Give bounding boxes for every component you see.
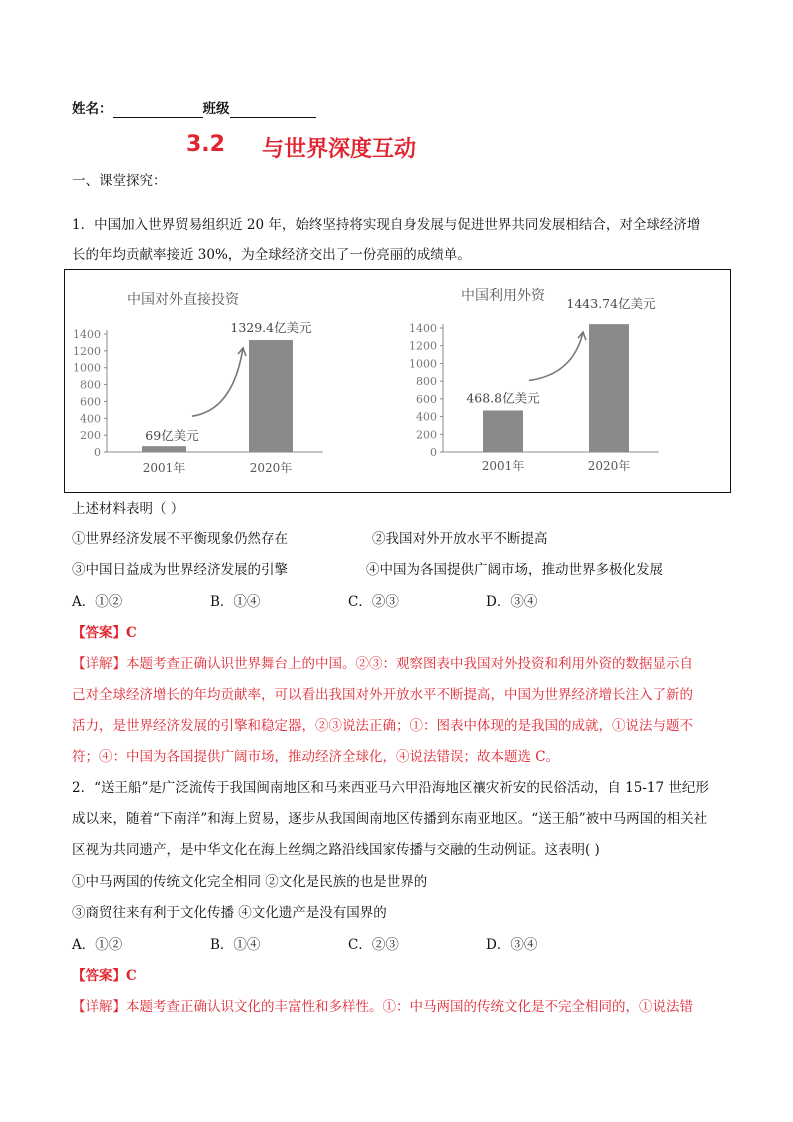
data-label: 69亿美元 xyxy=(145,428,199,444)
name-label: 姓名： xyxy=(72,101,113,117)
q2-stem-line2: 成以来，随着“下南洋”和海上贸易，逐步从我国闽南地区传播到东南亚地区。“送王船”被中马两国的相关社 xyxy=(72,811,708,827)
x-category-label: 2020年 xyxy=(249,461,293,475)
q2-answer: 【答案】C xyxy=(72,968,137,984)
section-heading: 一、课堂探究： xyxy=(72,173,167,189)
q1-option-1: ①世界经济发展不平衡现象仍然存在 xyxy=(72,531,288,547)
q1-stem-line2: 长的年均贡献率接近 30%，为全球经济交出了一份亮丽的成绩单。 xyxy=(72,247,471,263)
q1-stem-line1: 1．中国加入世界贸易组织近 20 年，始终坚持将实现自身发展与促进世界共同发展相结合，对全球经济增 xyxy=(72,217,701,233)
q2-stem-line1: 2．“送王船”是广泛流传于我国闽南地区和马来西亚马六甲沿海地区禳灾祈安的民俗活动，自 15-17 世纪形 xyxy=(72,780,709,796)
bar-1-1 xyxy=(142,446,186,452)
y-tick-label: 1400 xyxy=(409,322,437,335)
y-tick-label: 600 xyxy=(80,395,101,409)
q1-detail-line3: 活力，是世界经济发展的引擎和稳定器，②③说法正确；①：图表中体现的是我国的成就，①说法与题不 xyxy=(72,718,693,734)
y-tick-label: 1200 xyxy=(409,339,437,353)
data-label: 1443.74亿美元 xyxy=(566,296,656,312)
q2-choice-a[interactable]: A．①② xyxy=(72,937,123,953)
class-field[interactable] xyxy=(230,103,316,118)
q1-detail-line4: 符；④：中国为各国提供广阔市场，推动经济全球化，④说法错误；故本题选 C。 xyxy=(72,749,560,765)
q1-choice-d[interactable]: D．③④ xyxy=(486,594,538,610)
y-tick-label: 200 xyxy=(80,429,101,443)
y-tick-label: 600 xyxy=(416,392,437,406)
q1-choice-a[interactable]: A．①② xyxy=(72,594,123,610)
q1-option-3: ③中国日益成为世界经济发展的引擎 xyxy=(72,562,288,578)
y-tick-label: 200 xyxy=(416,428,437,442)
name-field[interactable] xyxy=(113,103,203,118)
y-tick-label: 0 xyxy=(94,446,101,459)
q1-choice-b[interactable]: B．①④ xyxy=(210,594,261,610)
y-tick-label: 400 xyxy=(416,410,437,424)
q1-figure xyxy=(64,269,731,493)
bar-1-2 xyxy=(249,340,293,452)
q2-option-1-2: ①中马两国的传统文化完全相同 ②文化是民族的也是世界的 xyxy=(72,874,428,890)
bar-2-2 xyxy=(589,324,629,452)
q1-option-4: ④中国为各国提供广阔市场，推动世界多极化发展 xyxy=(366,562,663,578)
chart-title-2: 中国利用外资 xyxy=(461,288,545,304)
y-tick-label: 1000 xyxy=(409,357,437,371)
q2-choice-d[interactable]: D．③④ xyxy=(486,937,538,953)
q2-choice-c[interactable]: C．②③ xyxy=(348,937,399,953)
growth-arrow-1 xyxy=(192,348,243,416)
y-tick-label: 800 xyxy=(416,375,437,389)
y-tick-label: 0 xyxy=(430,446,437,459)
student-info-row xyxy=(72,100,316,118)
q2-choice-b[interactable]: B．①④ xyxy=(210,937,261,953)
bar-2-1 xyxy=(483,410,523,452)
lesson-number: 3.2 xyxy=(186,132,225,157)
x-category-label: 2001年 xyxy=(142,461,186,475)
q1-choice-c[interactable]: C．②③ xyxy=(348,594,399,610)
x-category-label: 2001年 xyxy=(481,459,525,473)
q1-detail-line2: 己对全球经济增长的年均贡献率，可以看出我国对外开放水平不断提高，中国为世界经济增长注入了新的 xyxy=(72,687,693,703)
growth-arrow-2 xyxy=(529,332,583,380)
y-tick-label: 1200 xyxy=(73,344,101,358)
bar-charts xyxy=(65,270,730,492)
y-tick-label: 1400 xyxy=(73,328,101,341)
y-tick-label: 1000 xyxy=(73,361,101,375)
q1-detail-line1: 【详解】本题考查正确认识世界舞台上的中国。②③：观察图表中我国对外投资和利用外资的数据显示自 xyxy=(72,656,693,672)
q1-prompt: 上述材料表明（ ） xyxy=(72,501,185,517)
q2-option-3-4: ③商贸往来有利于文化传播 ④文化遗产是没有国界的 xyxy=(72,905,387,921)
data-label: 468.8亿美元 xyxy=(466,390,540,406)
q2-stem-line3: 区视为共同遗产，是中华文化在海上丝绸之路沿线国家传播与交融的生动例证。这表明( ) xyxy=(72,842,600,858)
class-label: 班级 xyxy=(202,101,230,117)
y-tick-label: 800 xyxy=(80,378,101,392)
q1-answer: 【答案】C xyxy=(72,625,137,641)
x-category-label: 2020年 xyxy=(587,459,631,473)
q1-option-2: ②我国对外开放水平不断提高 xyxy=(372,531,548,547)
data-label: 1329.4亿美元 xyxy=(230,319,312,335)
y-tick-label: 400 xyxy=(80,412,101,426)
chart-title-1: 中国对外直接投资 xyxy=(127,292,239,308)
q2-detail-line1: 【详解】本题考查正确认识文化的丰富性和多样性。①：中马两国的传统文化是不完全相同的，①说法错 xyxy=(72,999,693,1015)
lesson-title: 与世界深度互动 xyxy=(262,137,417,162)
